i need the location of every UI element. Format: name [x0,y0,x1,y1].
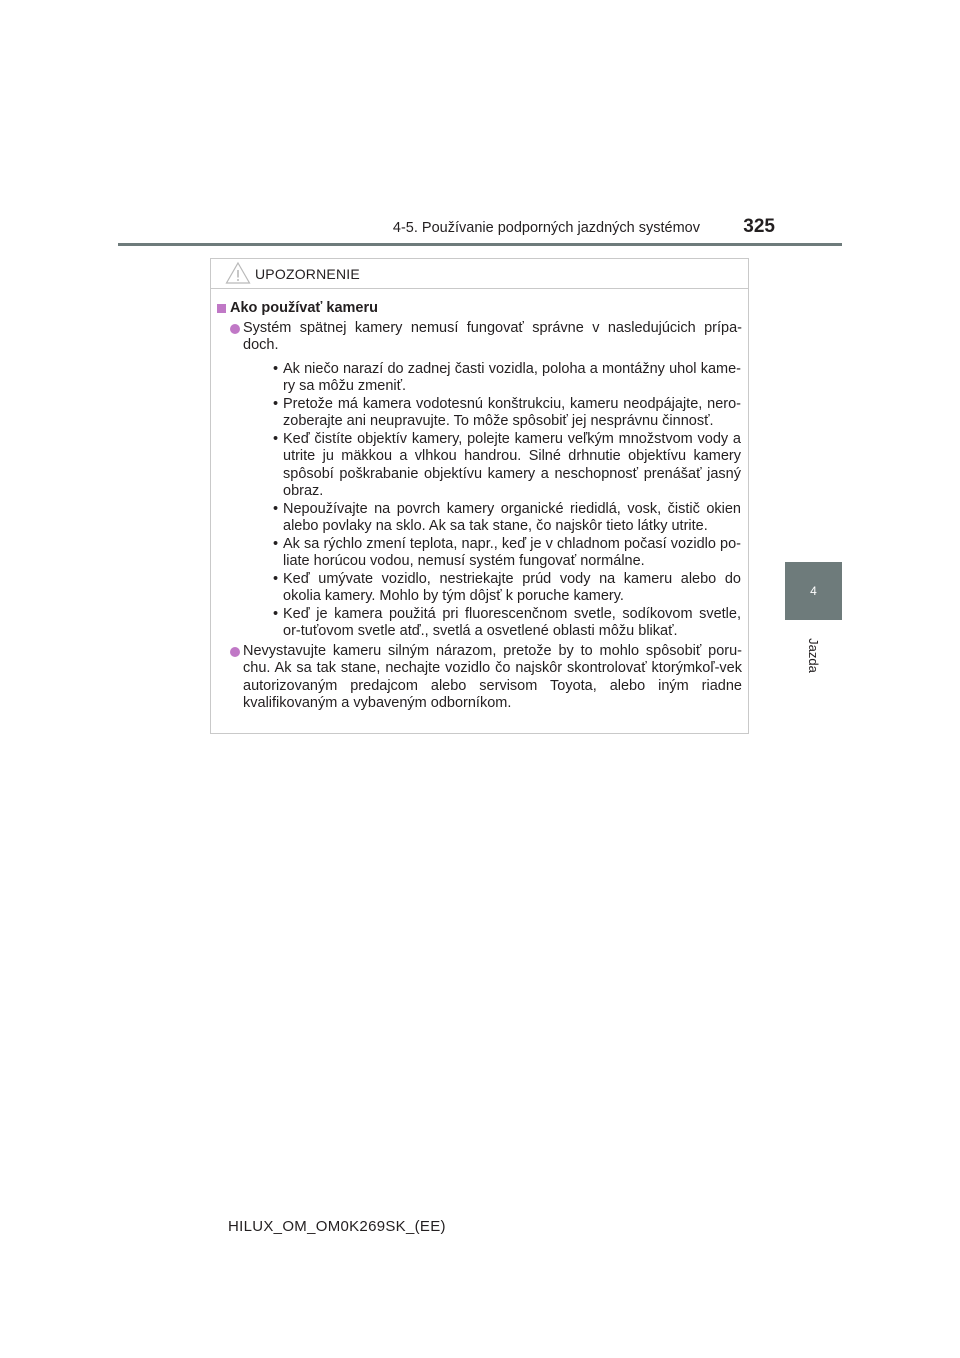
chapter-number: 4 [810,584,817,598]
list-item-text: Keď umývate vozidlo, nestriekajte prúd vody na kameru alebo do okolia kamery. Mohlo by tým dôjsť k poruche kamery. [283,570,741,604]
chapter-label [785,625,842,685]
list-item-text: Ak niečo narazí do zadnej časti vozidla, poloha a montážny uhol kame-ry sa môžu zmeniť. [283,360,741,394]
list-item [269,396,741,431]
caution-box [210,258,749,734]
caution-item [217,643,742,713]
list-item [269,536,741,571]
circle-bullet-icon [230,647,240,657]
list-item-text: Ak sa rýchlo zmení teplota, napr., keď je v chladnom počasí vozidlo po-liate horúcou vodou, nemusí systém fungovať normálne. [283,535,741,569]
bullet-dot-icon: • [273,430,279,447]
sub-list [243,361,742,641]
list-item-text: Pretože má kamera vodotesnú konštrukciu, kameru neodpájajte, nero-zoberajte ani neupravujte. To môže spôsobiť jej nesprávnu činnosť. [283,395,741,429]
square-bullet-icon [217,304,226,313]
caution-body [211,289,748,713]
bullet-dot-icon: • [273,500,279,517]
caution-title: UPOZORNENIE [255,265,360,282]
page-number: 325 [743,216,775,237]
bullet-dot-icon: • [273,535,279,552]
footer-code: HILUX_OM_OM0K269SK_(EE) [228,1218,446,1235]
warning-triangle-icon [225,261,251,285]
header-rule [118,243,842,246]
list-item [269,431,741,501]
caution-item-text: Nevystavujte kameru silným nárazom, pretože by to mohlo spôsobiť poru-chu. Ak sa tak stane, nechajte vozidlo čo najskôr skontrolovať ktorýmkoľ-vek autorizovaným predajcom alebo servisom Toyota, alebo iným riadne kvalifikovaným a vybaveným odborníkom. [243,642,742,711]
bullet-dot-icon: • [273,570,279,587]
bullet-dot-icon: • [273,395,279,412]
chapter-label-text: Jazda [805,637,821,673]
list-item [269,361,741,396]
list-item [269,501,741,536]
list-item [269,606,741,641]
circle-bullet-icon [230,324,240,334]
list-item-text: Keď čistíte objektív kamery, polejte kameru veľkým množstvom vody a utrite ju mäkkou a vlhkou handrou. Silné drhnutie objektívu kamery spôsobí poškrabanie objektívu kamery a neschopnosť prenášať jasný obraz. [283,430,741,499]
section-heading-text: Ako používať kameru [230,300,378,316]
chapter-tab [785,562,842,620]
caution-item-text: Systém spätnej kamery nemusí fungovať správne v nasledujúcich prípa-doch. [243,319,742,353]
caution-item [217,320,742,641]
header-title: 4-5. Používanie podporných jazdných systémov [392,220,700,236]
bullet-dot-icon: • [273,360,279,377]
caution-header [211,259,748,289]
list-item-text: Nepoužívajte na povrch kamery organické riedidlá, vosk, čistič okien alebo povlaky na sklo. Ak sa tak stane, čo najskôr tieto látky utrite. [283,500,741,534]
list-item [269,571,741,606]
list-item-text: Keď je kamera použitá pri fluorescenčnom svetle, sodíkovom svetle, or-tuťovom svetle atď., svetlá a osvetlené oblasti môžu blikať. [283,605,741,639]
section-heading [217,300,742,318]
bullet-dot-icon: • [273,605,279,622]
